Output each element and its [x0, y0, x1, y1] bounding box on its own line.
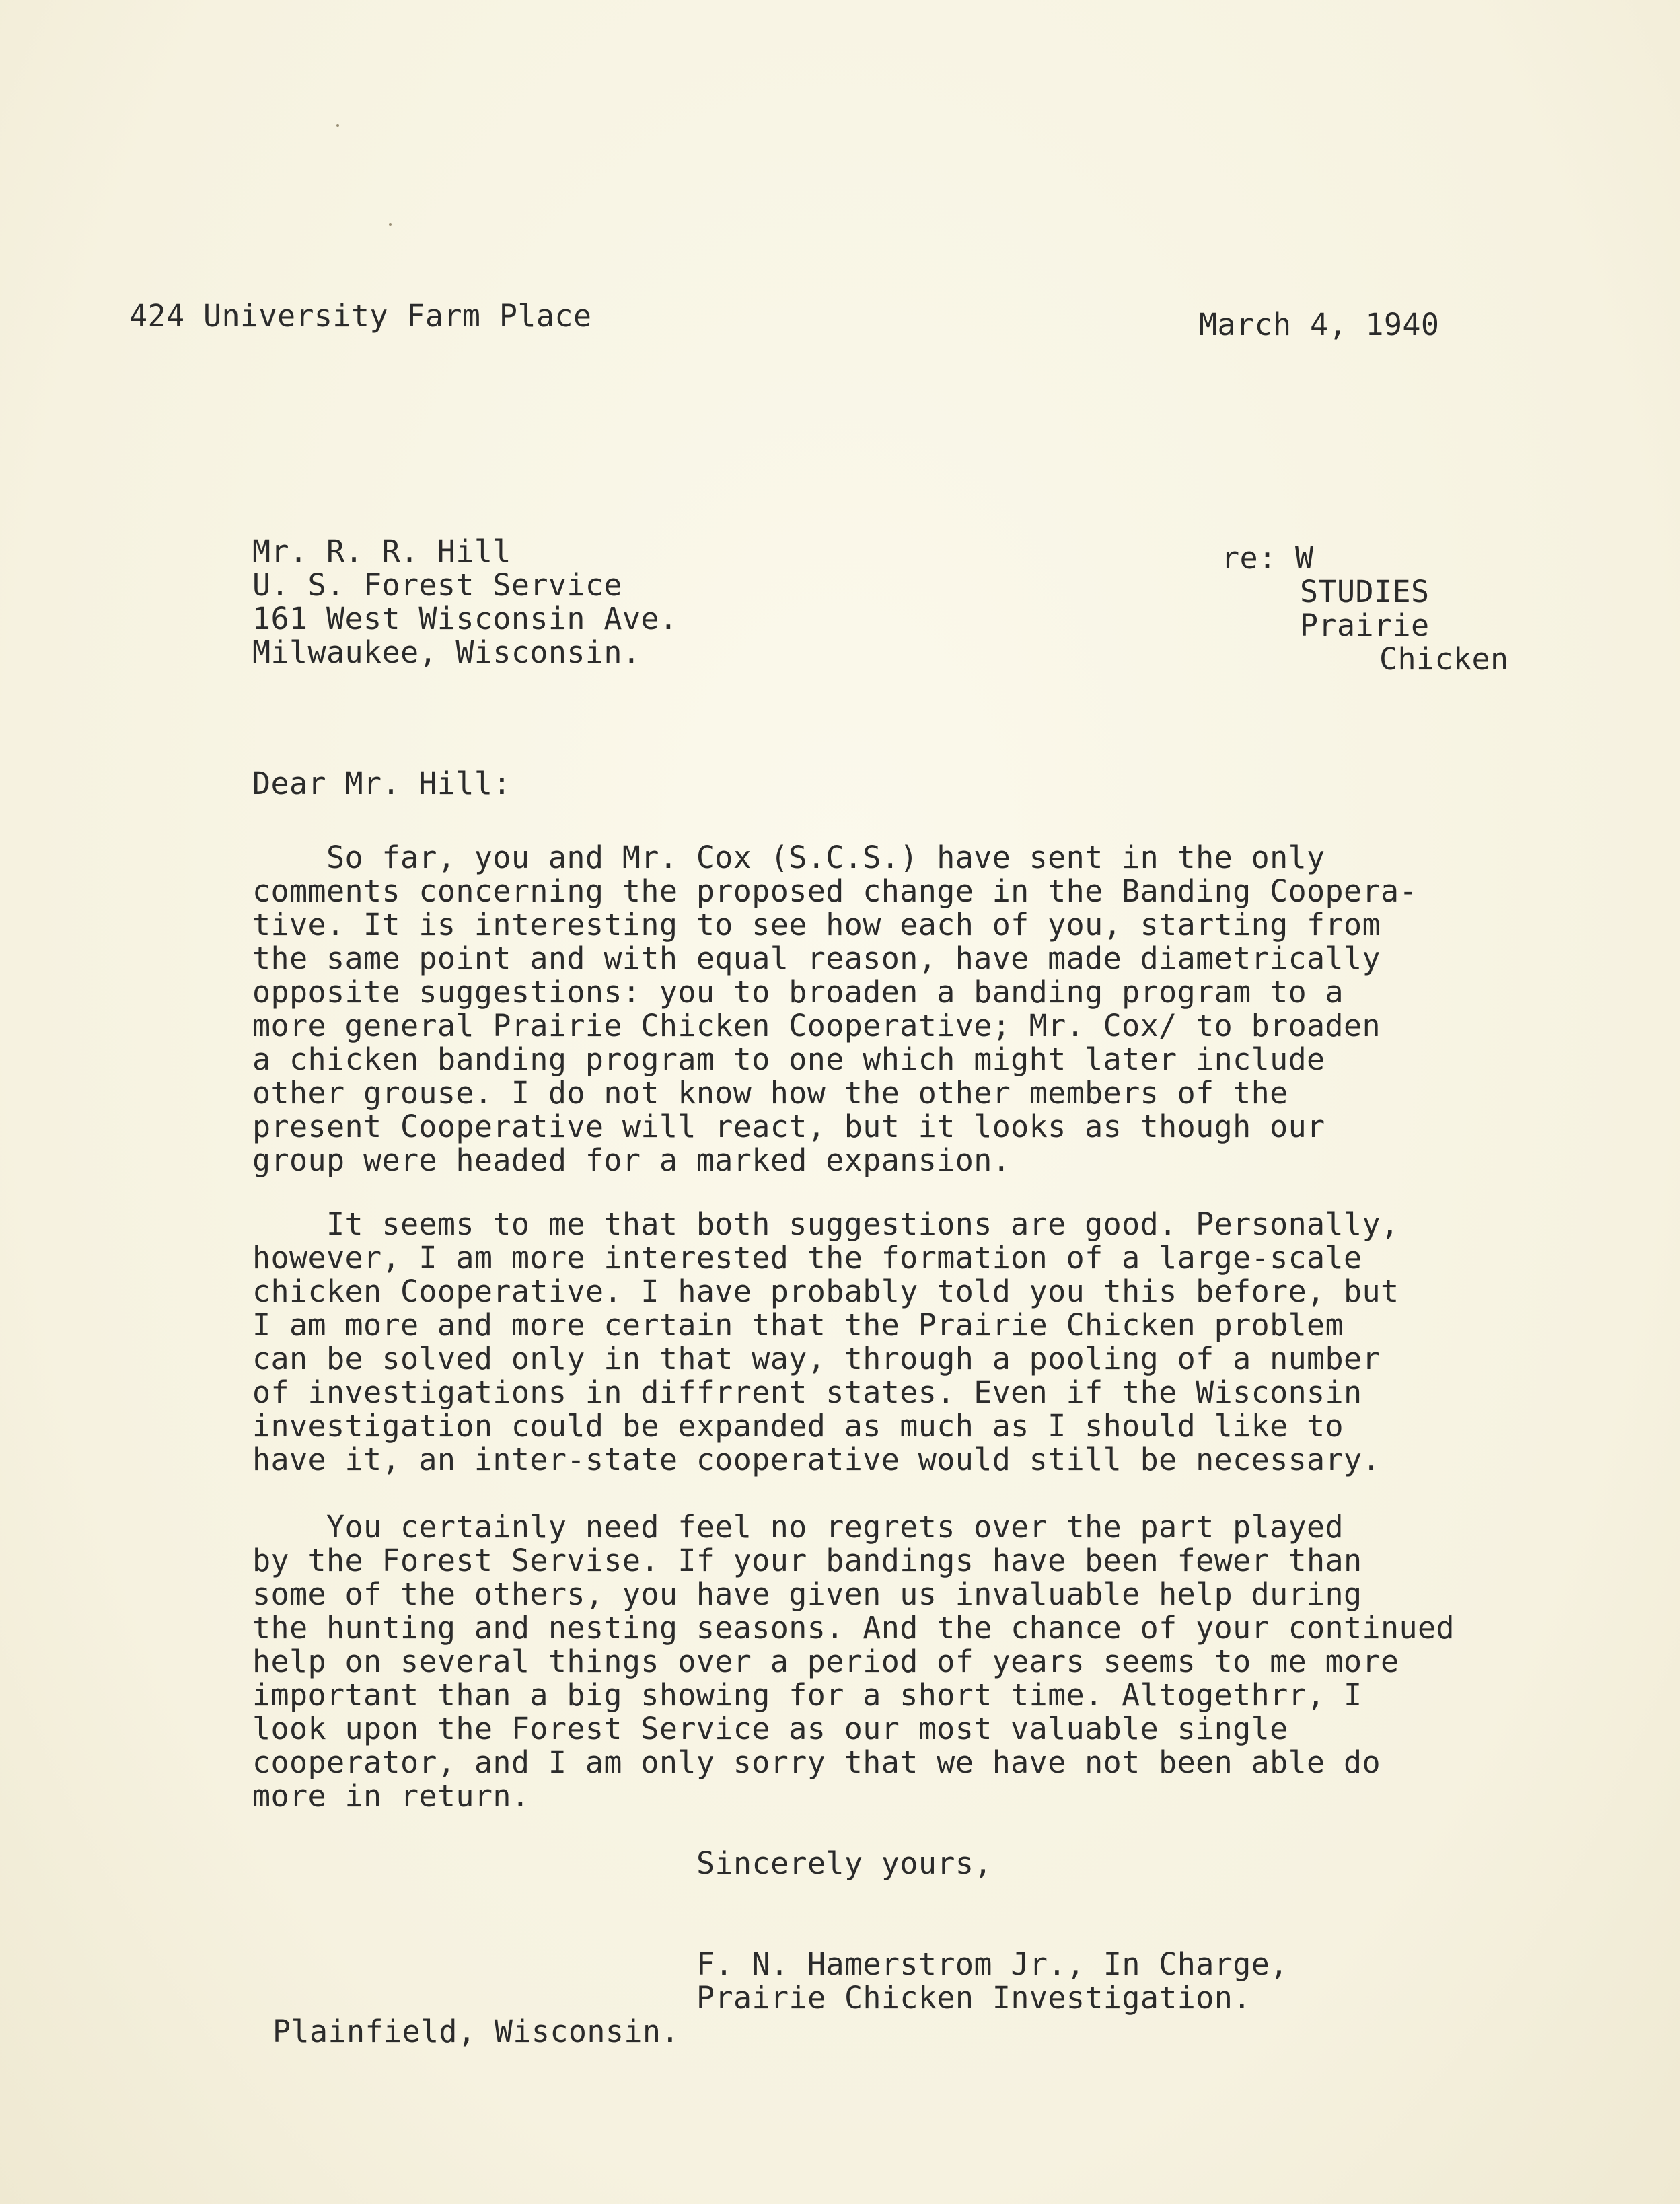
- signature-name: F. N. Hamerstrom Jr., In Charge,: [696, 1946, 1288, 1982]
- paragraph-1-line: present Cooperative will react, but it looks as though our: [252, 1109, 1325, 1144]
- paragraph-3-line: cooperator, and I am only sorry that we have not been able do: [252, 1744, 1381, 1780]
- recipient-org: U. S. Forest Service: [252, 567, 622, 603]
- paragraph-1-line: So far, you and Mr. Cox (S.C.S.) have sent in the only: [252, 840, 1325, 875]
- paragraph-3-line: some of the others, you have given us invaluable help during: [252, 1576, 1362, 1612]
- paragraph-1-line: a chicken banding program to one which might later include: [252, 1041, 1325, 1077]
- paragraph-2-line: I am more and more certain that the Prairie Chicken problem: [252, 1307, 1344, 1343]
- paragraph-3-line: look upon the Forest Service as our most valuable single: [252, 1711, 1288, 1747]
- re-line-prairie: Prairie: [1300, 608, 1430, 643]
- paragraph-1-line: group were headed for a marked expansion.: [252, 1142, 1011, 1178]
- paragraph-2-line: chicken Cooperative. I have probably told you this before, but: [252, 1274, 1399, 1309]
- paragraph-1-line: comments concerning the proposed change in the Banding Coopera-: [252, 873, 1418, 909]
- signature-title: Prairie Chicken Investigation.: [696, 1980, 1251, 2016]
- re-line-chicken: Chicken: [1379, 641, 1509, 677]
- paragraph-2-line: have it, an inter-state cooperative would still be necessary.: [252, 1442, 1381, 1477]
- paragraph-3-line: more in return.: [252, 1778, 530, 1814]
- letter-date: March 4, 1940: [1199, 307, 1440, 342]
- paragraph-1-line: opposite suggestions: you to broaden a banding program to a: [252, 974, 1344, 1010]
- paragraph-3-line: important than a big showing for a short time. Altogethrr, I: [252, 1677, 1362, 1713]
- closing: Sincerely yours,: [696, 1845, 992, 1881]
- paragraph-1-line: other grouse. I do not know how the other members of the: [252, 1075, 1288, 1111]
- paper-speck: [389, 223, 392, 226]
- paper-speck: [336, 124, 339, 127]
- paragraph-2-line: can be solved only in that way, through a pooling of a number: [252, 1341, 1381, 1376]
- paragraph-1-line: tive. It is interesting to see how each of you, starting from: [252, 907, 1381, 943]
- paragraph-3-line: help on several things over a period of years seems to me more: [252, 1644, 1399, 1679]
- paragraph-2-line: however, I am more interested the formation of a large-scale: [252, 1240, 1362, 1276]
- sender-address: 424 University Farm Place: [129, 298, 592, 334]
- salutation: Dear Mr. Hill:: [252, 766, 511, 801]
- re-line-studies: STUDIES: [1300, 574, 1430, 610]
- paragraph-2-line: It seems to me that both suggestions are good. Personally,: [252, 1206, 1399, 1242]
- paragraph-1-line: more general Prairie Chicken Cooperative; Mr. Cox/ to broaden: [252, 1008, 1381, 1043]
- recipient-city: Milwaukee, Wisconsin.: [252, 634, 641, 670]
- recipient-street: 161 West Wisconsin Ave.: [252, 601, 678, 636]
- paragraph-3-line: the hunting and nesting seasons. And the chance of your continued: [252, 1610, 1455, 1646]
- paragraph-2-line: investigation could be expanded as much as I should like to: [252, 1408, 1344, 1444]
- recipient-name: Mr. R. R. Hill: [252, 534, 511, 569]
- re-label: re: W: [1221, 540, 1314, 576]
- sender-location: Plainfield, Wisconsin.: [272, 2014, 680, 2049]
- paragraph-1-line: the same point and with equal reason, have made diametrically: [252, 941, 1381, 976]
- paragraph-2-line: of investigations in diffrrent states. Even if the Wisconsin: [252, 1374, 1362, 1410]
- paragraph-3-line: You certainly need feel no regrets over the part played: [252, 1509, 1344, 1545]
- paragraph-3-line: by the Forest Servise. If your bandings have been fewer than: [252, 1543, 1362, 1578]
